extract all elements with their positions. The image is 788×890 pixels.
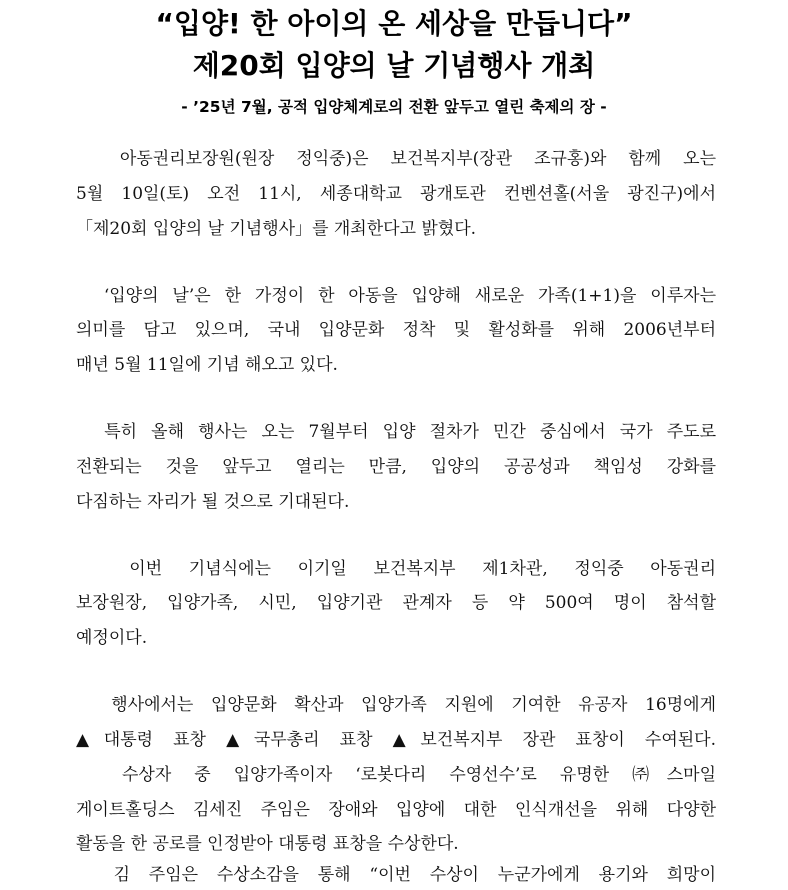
paragraph-3-line-3: 다짐하는 자리가 될 것으로 기대된다. [76,492,350,512]
subtitle: - ’25년 7월, 공적 입양체계로의 전환 앞두고 열린 축제의 장 - [181,98,607,116]
paragraph-1-line-2: 5월 10일(토) 오전 11시, 세종대학교 광개토관 컨벤션홀(서울 광진구)에서 [76,184,716,204]
headline-quote: “입양! 한 아이의 온 세상을 만듭니다” [155,7,633,40]
paragraph-3-line-1: 특히 올해 행사는 오는 7월부터 입양 절차가 민간 중심에서 국가 주도로 [76,422,716,442]
paragraph-5-line-3: 수상자 중 입양가족이자 ‘로봇다리 수영선수’로 유명한 ㈜스마일 [76,765,716,785]
paragraph-4-line-3: 예정이다. [76,628,148,648]
paragraph-2-line-1: ‘입양의 날’은 한 가정이 한 아동을 입양해 새로운 가족(1+1)을 이루자는 [76,286,716,306]
paragraph-4-line-2: 보장원장, 입양가족, 시민, 입양기관 관계자 등 약 500여 명이 참석할 [76,593,716,613]
paragraph-5-line-5: 활동을 한 공로를 인정받아 대통령 표창을 수상한다. [76,834,459,854]
paragraph-1-line-1: 아동권리보장원(원장 정익중)은 보건복지부(장관 조규홍)와 함께 오는 [76,149,716,169]
paragraph-3-line-2: 전환되는 것을 앞두고 열리는 만큼, 입양의 공공성과 책임성 강화를 [76,457,716,477]
paragraph-4-line-1: 이번 기념식에는 이기일 보건복지부 제1차관, 정익중 아동권리 [76,559,716,579]
paragraph-1-line-3: 「제20회 입양의 날 기념행사」를 개최한다고 밝혔다. [76,219,477,239]
headline-event: 제20회 입양의 날 기념행사 개최 [192,49,596,82]
paragraph-5-line-1: 행사에서는 입양문화 확산과 입양가족 지원에 기여한 유공자 16명에게 [76,695,716,715]
paragraph-5-line-2: ▲대통령 표창 ▲국무총리 표창 ▲보건복지부 장관 표창이 수여된다. [76,730,716,750]
paragraph-2-line-2: 의미를 담고 있으며, 국내 입양문화 정착 및 활성화를 위해 2006년부터 [76,320,716,340]
paragraph-5-line-4: 게이트홀딩스 김세진 주임은 장애와 입양에 대한 인식개선을 위해 다양한 [76,800,716,820]
paragraph-5-line-6: 김 주임은 수상소감을 통해 “이번 수상이 누군가에게 용기와 희망이 [76,865,716,885]
paragraph-2-line-3: 매년 5월 11일에 기념 해오고 있다. [76,355,338,375]
